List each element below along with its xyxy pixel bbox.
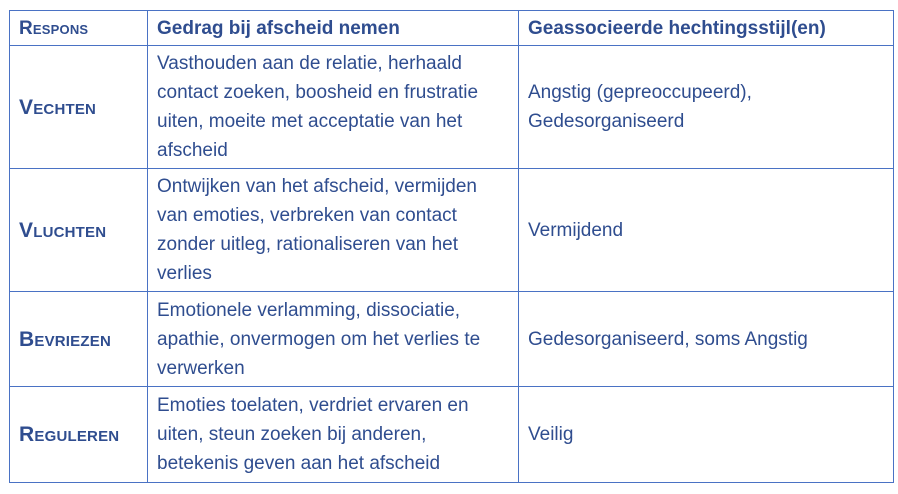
gedrag-cell: Vasthouden aan de relatie, herhaald contact zoeken, boosheid en frustratie uiten, moeite met acceptatie van het afscheid: [148, 46, 519, 169]
table-row: [10, 292, 894, 387]
respons-cell: Bevriezen: [10, 292, 148, 387]
gedrag-cell: Emotionele verlamming, dissociatie, apathie, onvermogen om het verlies te verwerken: [148, 292, 519, 387]
table-header-row: [10, 11, 894, 46]
hechtingsstijl-cell: Vermijdend: [519, 169, 894, 292]
hechtingsstijl-cell: Veilig: [519, 387, 894, 483]
gedrag-cell: Ontwijken van het afscheid, vermijden van emoties, verbreken van contact zonder uitleg, rationaliseren van het verlies: [148, 169, 519, 292]
table-row: [10, 387, 894, 483]
respons-cell: Reguleren: [10, 387, 148, 483]
respons-cell: Vechten: [10, 46, 148, 169]
header-gedrag: Gedrag bij afscheid nemen: [148, 11, 519, 46]
attachment-response-table: [9, 10, 894, 483]
table-row: [10, 46, 894, 169]
hechtingsstijl-cell: Angstig (gepreoccupeerd), Gedesorganiseerd: [519, 46, 894, 169]
header-respons: Respons: [10, 11, 148, 46]
hechtingsstijl-cell: Gedesorganiseerd, soms Angstig: [519, 292, 894, 387]
respons-cell: Vluchten: [10, 169, 148, 292]
table-row: [10, 169, 894, 292]
header-hechtingsstijl: Geassocieerde hechtingsstijl(en): [519, 11, 894, 46]
gedrag-cell: Emoties toelaten, verdriet ervaren en uiten, steun zoeken bij anderen, betekenis geven aan het afscheid: [148, 387, 519, 483]
